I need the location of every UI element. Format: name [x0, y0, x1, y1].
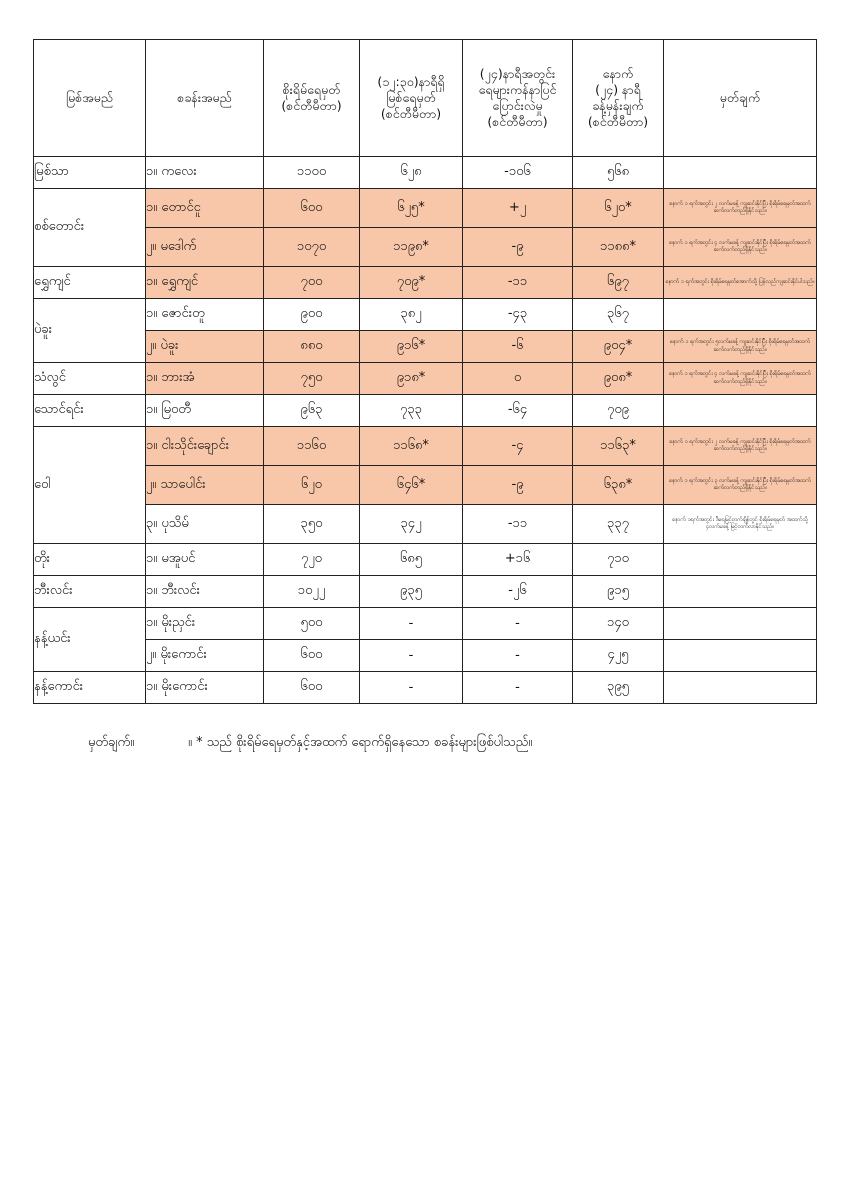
header-river	[34, 40, 146, 157]
table-row	[34, 189, 817, 228]
change-cell: -၉	[463, 228, 573, 267]
river-name-cell: သောင်ရင်း	[34, 395, 146, 427]
table-row	[34, 672, 817, 704]
header-remark	[664, 40, 817, 157]
table-row	[34, 228, 817, 267]
table-row	[34, 505, 817, 544]
river-name-cell: မြစ်သာ	[34, 157, 146, 189]
forecast-cell: ၆၂၀*	[573, 189, 664, 228]
danger-level-cell: ၆၂၀	[264, 466, 360, 505]
remark-cell: နောက် ၁ရက်အတွင်း ဒီရေမြင့်တက်ချိန်တွင် စိုးရိမ်ရေမှတ် အထက်သို့ ၄လက်မခန့် မြင့်တက်လာနိုင်သည်။	[664, 505, 817, 544]
danger-level-cell: ၉၆၃	[264, 395, 360, 427]
change-cell: ၀	[463, 363, 573, 395]
river-name-cell: တိုး	[34, 544, 146, 576]
danger-level-cell: ၆၀၀	[264, 189, 360, 228]
station-cell: ၁။ ဘားအံ	[146, 363, 264, 395]
station-cell: ၁။ မအူပင်	[146, 544, 264, 576]
remark-cell: နောက် ၁ ရက်အတွင်း ၄ လက်မခန့် ကျဆင်းနိုင်ပြီး စိုးရိမ်ရေမှတ်အထက် ဆက်လက်တည်ရှိနိုင်သည်။	[664, 363, 817, 395]
station-cell: ၂။ ပဲခူး	[146, 331, 264, 363]
header-forecast-label: နောက် (၂၄) နာရီ ခန့်မှန်းချက် (စင်တီမီတာ)	[587, 66, 649, 129]
danger-level-cell: ၅၀၀	[264, 608, 360, 640]
remark-cell	[664, 608, 817, 640]
forecast-cell: ၄၂၅	[573, 640, 664, 672]
station-cell: ၃။ ပုသိမ်	[146, 505, 264, 544]
current-level-cell: ၉၃၅	[360, 576, 463, 608]
change-cell: -၄	[463, 427, 573, 466]
change-cell: -၂၆	[463, 576, 573, 608]
remark-cell	[664, 395, 817, 427]
table-row	[34, 576, 817, 608]
change-cell: -၄၃	[463, 299, 573, 331]
table-row	[34, 299, 817, 331]
current-level-cell: ၁၁၆၈*	[360, 427, 463, 466]
danger-level-cell: ၇၂၀	[264, 544, 360, 576]
remark-cell	[664, 299, 817, 331]
water-level-table	[33, 39, 817, 704]
table-row	[34, 608, 817, 640]
river-name-cell: သံလွင်	[34, 363, 146, 395]
current-level-cell: -	[360, 640, 463, 672]
remark-cell: နောက် ၁ ရက်အတွင်း ၂ လက်မခန့် ကျဆင်းနိုင်ပြီး စိုးရိမ်ရေမှတ်အထက် ဆက်လက်တည်ရှိနိုင်သည်။	[664, 189, 817, 228]
header-river-label: မြစ်အမည်	[66, 90, 113, 105]
change-cell: -	[463, 608, 573, 640]
current-level-cell: ၆၈၅	[360, 544, 463, 576]
change-cell: -	[463, 672, 573, 704]
table-row	[34, 640, 817, 672]
table-row	[34, 395, 817, 427]
header-danger-label: စိုးရိမ်ရေမှတ် (စင်တီမီတာ)	[281, 82, 342, 113]
change-cell: -၆	[463, 331, 573, 363]
danger-level-cell: ၃၅၀	[264, 505, 360, 544]
change-cell: -၁၁	[463, 267, 573, 299]
river-name-cell: ဝေါ	[34, 427, 146, 544]
forecast-cell: ၁၄၀	[573, 608, 664, 640]
change-cell: +၁၆	[463, 544, 573, 576]
danger-level-cell: ၉၀၀	[264, 299, 360, 331]
remark-cell	[664, 544, 817, 576]
remark-cell: နောက် ၁ ရက်အတွင်း ၅လက်မခန့် ကျဆင်းနိုင်ပြီး စိုးရိမ်ရေမှတ်အထက် ဆက်လက်တည်ရှိနိုင်သည်။	[664, 331, 817, 363]
footnote-text: ။ * သည် စိုးရိမ်ရေမှတ်နှင့်အထက် ရောက်ရှိနေသော စခန်းများဖြစ်ပါသည်။	[188, 735, 533, 750]
header-change-label: (၂၄)နာရီအတွင်း ရေများကန်နာပြင် ပြောင်းလဲမှု (စင်တီမီတာ)	[478, 66, 557, 129]
forecast-cell: ၁၁၆၃*	[573, 427, 664, 466]
forecast-cell: ၁၁၈၈*	[573, 228, 664, 267]
table-row	[34, 157, 817, 189]
current-level-cell: ၆၄၆*	[360, 466, 463, 505]
current-level-cell: ၉၁၈*	[360, 363, 463, 395]
current-level-cell: ၃၈၂	[360, 299, 463, 331]
river-name-cell: စစ်တောင်း	[34, 189, 146, 267]
river-name-cell: နန့်ယင်း	[34, 608, 146, 672]
current-level-cell: ၁၁၉၈*	[360, 228, 463, 267]
station-cell: ၁။ ရွှေကျင်	[146, 267, 264, 299]
change-cell: -၁၀၆	[463, 157, 573, 189]
table-row	[34, 267, 817, 299]
current-level-cell: ၇၃၃	[360, 395, 463, 427]
forecast-cell: ၃၃၇	[573, 505, 664, 544]
header-change	[463, 40, 573, 157]
river-name-cell: နန့်ကောင်း	[34, 672, 146, 704]
forecast-cell: ၉၀၄*	[573, 331, 664, 363]
table-row	[34, 363, 817, 395]
change-cell: -၆၄	[463, 395, 573, 427]
forecast-cell: ၉၁၅	[573, 576, 664, 608]
remark-cell	[664, 640, 817, 672]
station-cell: ၁။ ဘီးလင်း	[146, 576, 264, 608]
station-cell: ၁။ ကလေး	[146, 157, 264, 189]
danger-level-cell: ၁၀၂၂	[264, 576, 360, 608]
current-level-cell: ၆၂၅*	[360, 189, 463, 228]
footnote	[88, 734, 532, 753]
current-level-cell: ၇၀၉*	[360, 267, 463, 299]
danger-level-cell: ၇၅၀	[264, 363, 360, 395]
danger-level-cell: ၈၈၀	[264, 331, 360, 363]
forecast-cell: ၆၉၇	[573, 267, 664, 299]
header-danger-level	[264, 40, 360, 157]
change-cell: -၉	[463, 466, 573, 505]
change-cell: +၂	[463, 189, 573, 228]
remark-cell: နောက် ၁ ရက်အတွင်း ၃ လက်မခန့် ကျဆင်းနိုင်ပြီး စိုးရိမ်ရေမှတ်အထက် ဆက်လက်တည်ရှိနိုင်သည်။	[664, 466, 817, 505]
remark-cell	[664, 672, 817, 704]
remark-cell	[664, 576, 817, 608]
header-forecast	[573, 40, 664, 157]
remark-cell	[664, 157, 817, 189]
table-body	[34, 157, 817, 704]
forecast-cell: ၉၀၈*	[573, 363, 664, 395]
forecast-cell: ၆၃၈*	[573, 466, 664, 505]
forecast-cell: ၃၉၅	[573, 672, 664, 704]
river-name-cell: ရွှေကျင်	[34, 267, 146, 299]
forecast-cell: ၇၀၉	[573, 395, 664, 427]
station-cell: ၁။ ဇောင်းတူ	[146, 299, 264, 331]
current-level-cell: ၃၄၂	[360, 505, 463, 544]
table-row	[34, 331, 817, 363]
change-cell: -၁၁	[463, 505, 573, 544]
station-cell: ၁။ မိုးကောင်း	[146, 672, 264, 704]
station-cell: ၁။ မြဝတီ	[146, 395, 264, 427]
station-cell: ၁။ မိုးညှင်း	[146, 608, 264, 640]
remark-cell: နောက် ၁ ရက်အတွင်း ၂ လက်မခန့် ကျဆင်းနိုင်ပြီး စိုးရိမ်ရေမှတ်အထက် ဆက်လက်တည်ရှိနိုင်သည်။	[664, 427, 817, 466]
danger-level-cell: ၁၀၇၀	[264, 228, 360, 267]
header-station	[146, 40, 264, 157]
forecast-cell: ၅၆၈	[573, 157, 664, 189]
forecast-cell: ၃၆၇	[573, 299, 664, 331]
danger-level-cell: ၁၁၀၀	[264, 157, 360, 189]
danger-level-cell: ၆၀၀	[264, 672, 360, 704]
river-name-cell: ပဲခူး	[34, 299, 146, 363]
header-current-level	[360, 40, 463, 157]
table-row	[34, 466, 817, 505]
station-cell: ၁။ ငါးသိုင်းချောင်း	[146, 427, 264, 466]
header-station-label: စခန်းအမည်	[177, 90, 232, 105]
current-level-cell: ၉၁၆*	[360, 331, 463, 363]
danger-level-cell: ၇၀၀	[264, 267, 360, 299]
table-row	[34, 427, 817, 466]
remark-cell: နောက် ၁ ရက်အတွင်း ၄ လက်မခန့် ကျဆင်းနိုင်ပြီး စိုးရိမ်ရေမှတ်အထက် ဆက်လက်တည်ရှိနိုင်သည်။	[664, 228, 817, 267]
change-cell: -	[463, 640, 573, 672]
river-name-cell: ဘီးလင်း	[34, 576, 146, 608]
current-level-cell: -	[360, 608, 463, 640]
footnote-label: မှတ်ချက်။	[88, 735, 135, 750]
header-current-label: (၁၂:၃၀)နာရီရှိ မြစ်ရေမှတ် (စင်တီမီတာ)	[377, 74, 445, 121]
station-cell: ၂။ မဒေါက်	[146, 228, 264, 267]
forecast-cell: ၇၁၀	[573, 544, 664, 576]
danger-level-cell: ၆၀၀	[264, 640, 360, 672]
station-cell: ၂။ သာပေါင်း	[146, 466, 264, 505]
table-row	[34, 544, 817, 576]
current-level-cell: -	[360, 672, 463, 704]
station-cell: ၁။ တောင်ငူ	[146, 189, 264, 228]
danger-level-cell: ၁၁၆၀	[264, 427, 360, 466]
header-remark-label: မှတ်ချက်	[719, 90, 761, 105]
remark-cell: နောက် ၁ ရက်အတွင်း စိုးရိမ်ရေမှတ်အောက်သို့ ပြန်လည်ကျဆင်းနိုင်ပါသည်။	[664, 267, 817, 299]
current-level-cell: ၆၂၈	[360, 157, 463, 189]
station-cell: ၂။ မိုးကောင်း	[146, 640, 264, 672]
table-header-row	[34, 40, 817, 157]
